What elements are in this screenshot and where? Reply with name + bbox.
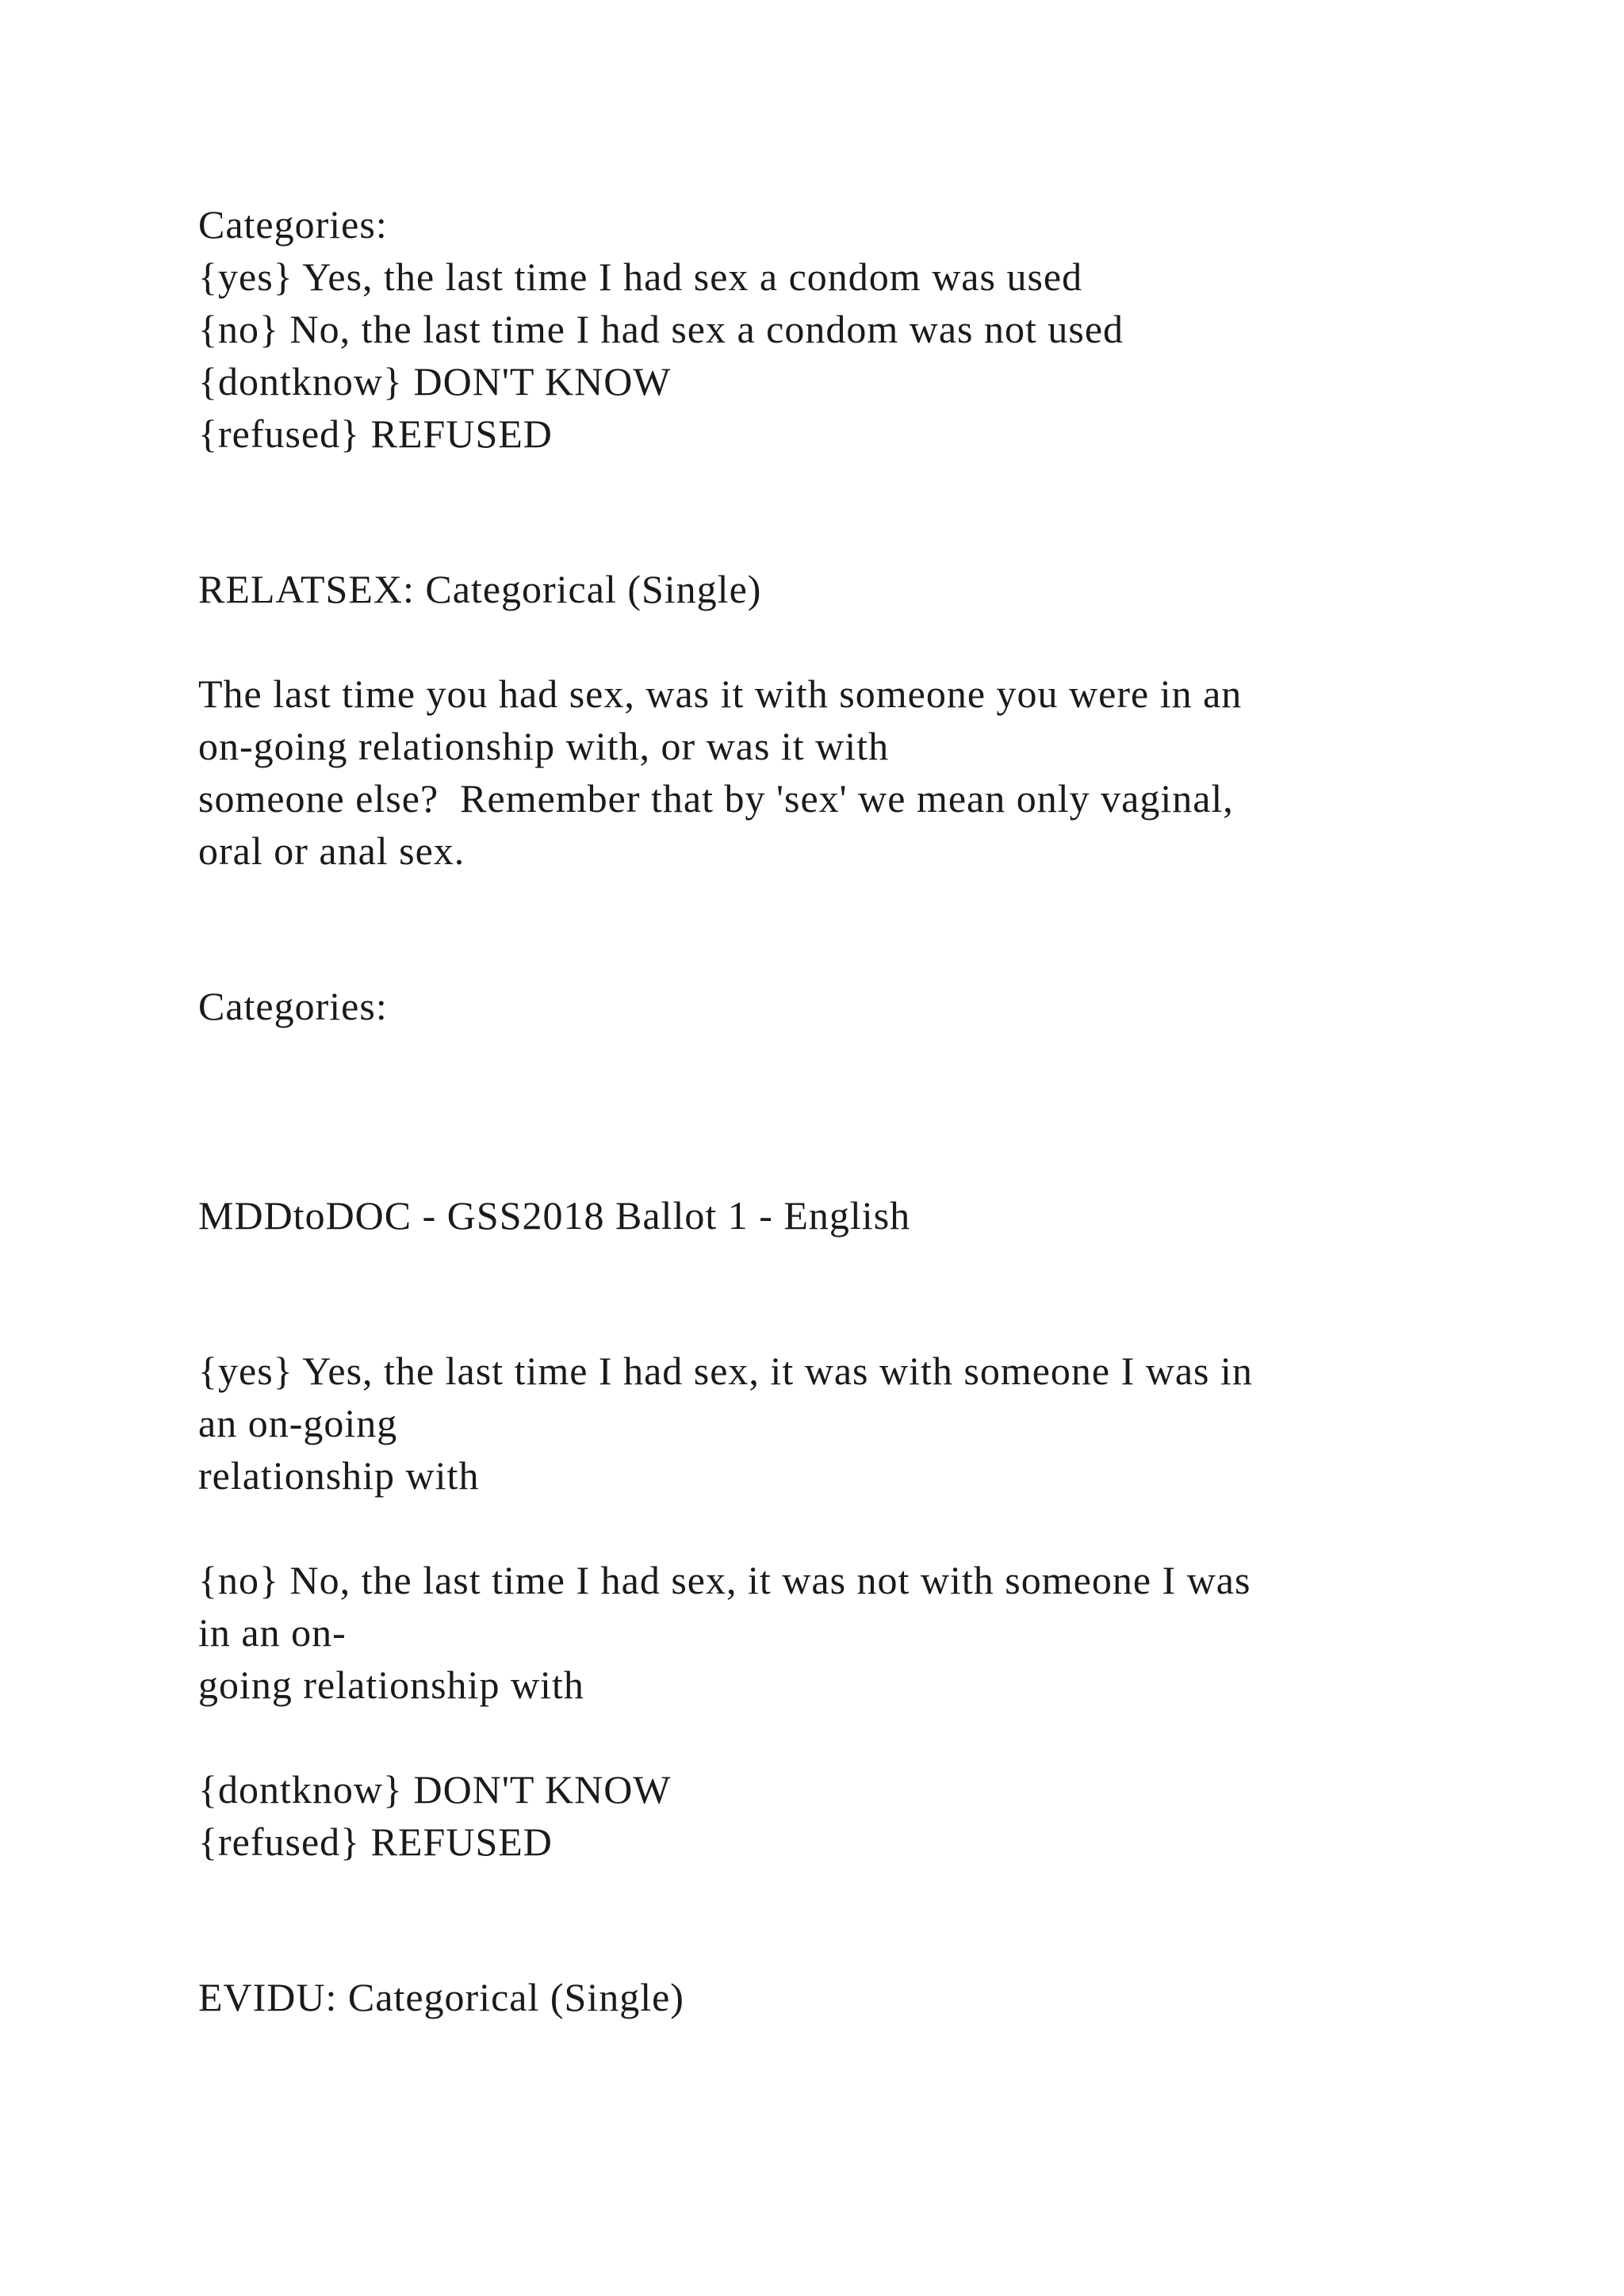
relatsex-option-no-line-2: in an on- [198,1610,347,1655]
option-no-condom: {no} No, the last time I had sex a condom was not used [198,307,1124,351]
relatsex-option-no-line-1: {no} No, the last time I had sex, it was not with someone I was [198,1558,1251,1602]
relatsex-categories-heading: Categories: [198,984,388,1028]
relatsex-option-yes-line-3: relationship with [198,1453,480,1498]
relatsex-question-line-1: The last time you had sex, was it with someone you were in an [198,672,1243,716]
relatsex-question-line-4: oral or anal sex. [198,828,465,873]
relatsex-option-yes-line-2: an on-going [198,1401,398,1445]
evidu-title: EVIDU: Categorical (Single) [198,1975,684,2019]
relatsex-option-refused: {refused} REFUSED [198,1820,553,1864]
relatsex-title: RELATSEX: Categorical (Single) [198,567,762,611]
relatsex-option-yes-line-1: {yes} Yes, the last time I had sex, it was with someone I was in [198,1349,1253,1393]
relatsex-option-dontknow: {dontknow} DON'T KNOW [198,1767,672,1812]
document-running-header: MDDtoDOC - GSS2018 Ballot 1 - English [198,1193,911,1238]
option-refused: {refused} REFUSED [198,411,553,456]
relatsex-option-no-line-3: going relationship with [198,1663,584,1707]
option-yes-condom: {yes} Yes, the last time I had sex a condom was used [198,254,1083,299]
relatsex-question-line-2: on-going relationship with, or was it with [198,724,890,768]
option-dontknow: {dontknow} DON'T KNOW [198,359,672,404]
categories-heading: Categories: [198,202,388,247]
relatsex-question-line-3: someone else? Remember that by 'sex' we mean only vaginal, [198,776,1234,821]
